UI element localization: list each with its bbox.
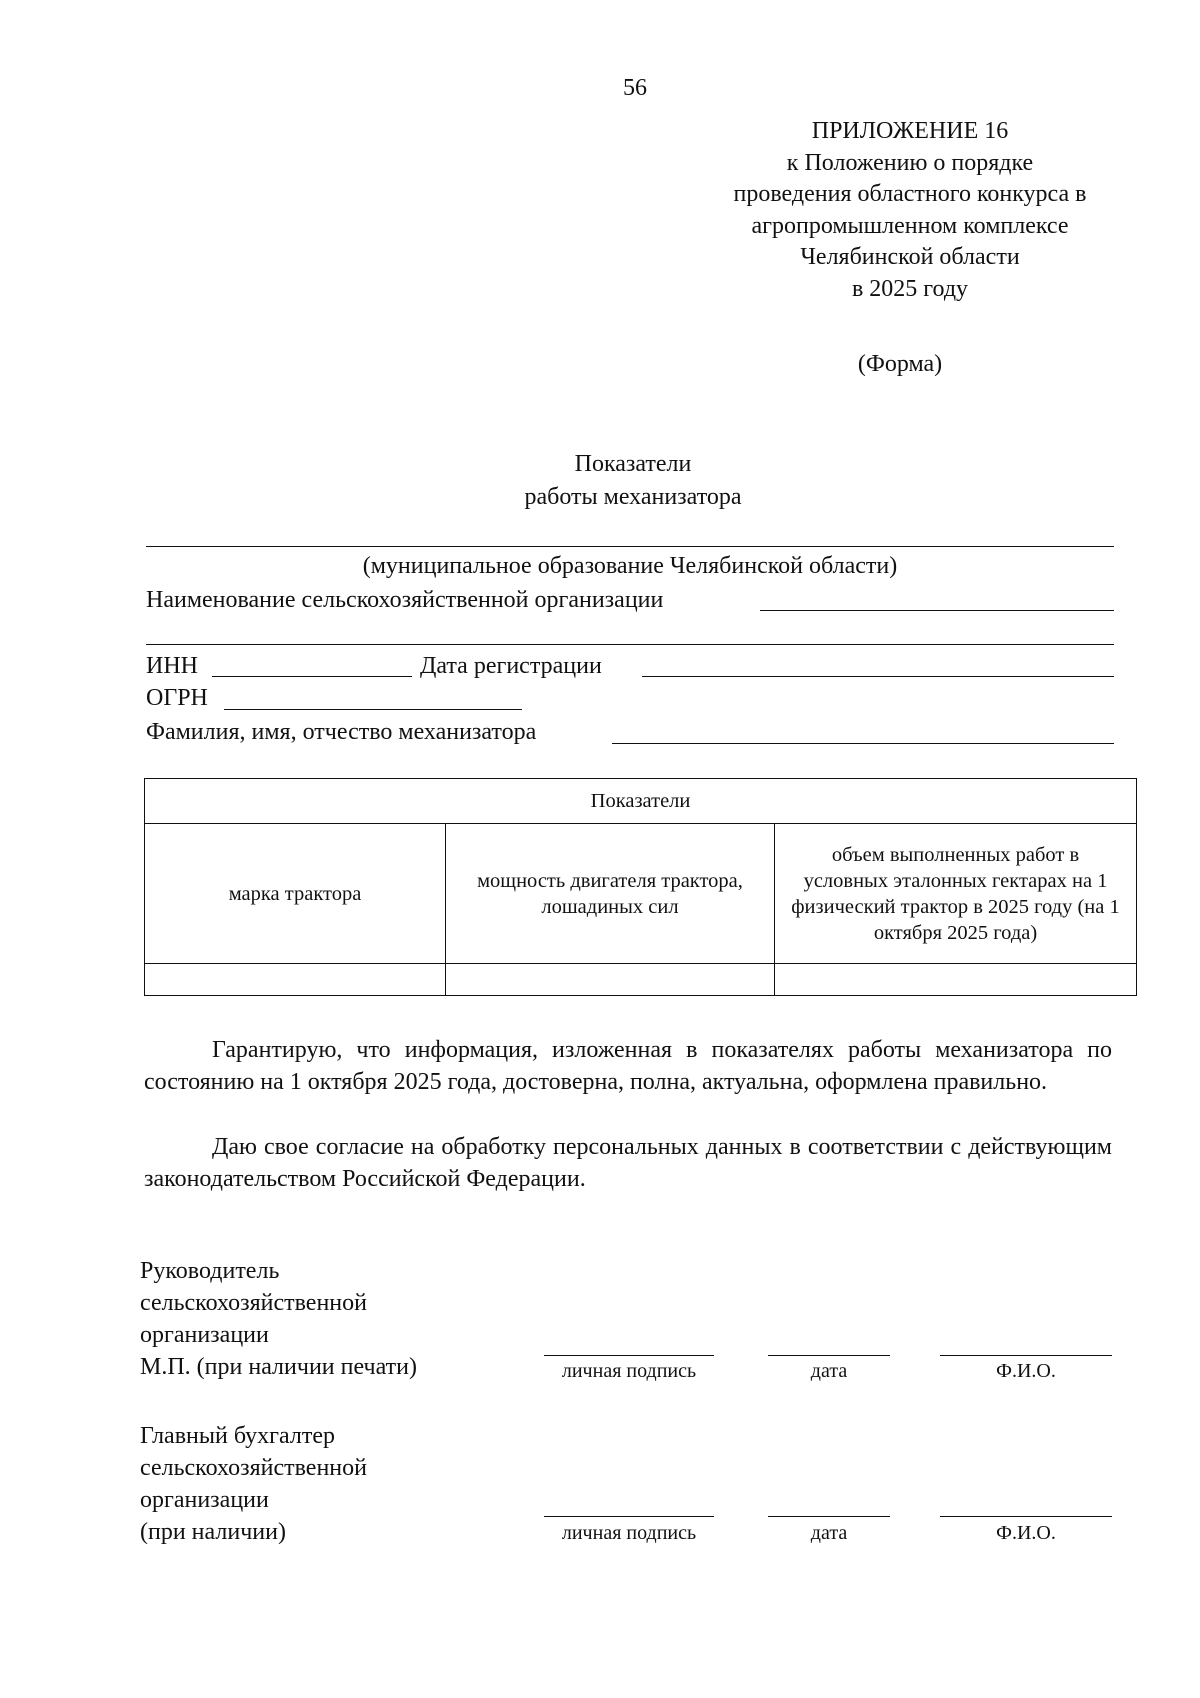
org-name-blank-line-2[interactable]: [146, 644, 1114, 645]
document-subtitle: работы механизатора: [524, 484, 742, 510]
operator-fio-label: Фамилия, имя, отчество механизатора: [146, 719, 537, 745]
table-cell-input[interactable]: [446, 964, 775, 996]
guarantee-paragraph: [144, 1034, 1112, 1098]
fio-caption: Ф.И.О.: [996, 1522, 1056, 1544]
appendix-line: Челябинской области: [800, 244, 1020, 270]
page-number: 56: [623, 75, 647, 101]
signatory-role-line: организации: [140, 1322, 269, 1348]
signature-block-head: [140, 1255, 417, 1383]
document-title: Показатели: [574, 451, 692, 477]
signatory-role-line: сельскохозяйственной: [140, 1455, 367, 1481]
registration-date-label: Дата регистрации: [420, 653, 602, 679]
signature-block-accountant: [140, 1420, 367, 1548]
operator-fio-blank-line[interactable]: [612, 743, 1114, 744]
signature-line[interactable]: [544, 1516, 714, 1517]
table-row: [145, 964, 1137, 996]
date-caption: дата: [810, 1522, 848, 1544]
org-name-label: Наименование сельскохозяйственной организации: [146, 587, 664, 613]
municipality-blank-line[interactable]: [146, 546, 1114, 547]
fio-caption: Ф.И.О.: [996, 1360, 1056, 1382]
table-cell-input[interactable]: [775, 964, 1137, 996]
signatory-role-line: (при наличии): [140, 1519, 286, 1545]
ogrn-blank-line[interactable]: [224, 709, 522, 710]
signatory-role-line: Главный бухгалтер: [140, 1423, 335, 1449]
date-line[interactable]: [768, 1516, 890, 1517]
registration-date-blank-line[interactable]: [642, 676, 1114, 677]
table-header-row: [145, 779, 1137, 824]
fio-line[interactable]: [940, 1516, 1112, 1517]
inn-label: ИНН: [146, 653, 198, 679]
appendix-line: проведения областного конкурса в: [733, 181, 1087, 207]
date-line[interactable]: [768, 1355, 890, 1356]
signature-caption: личная подпись: [561, 1522, 697, 1544]
signatory-role-line: организации: [140, 1487, 269, 1513]
signature-line[interactable]: [544, 1355, 714, 1356]
municipality-caption: (муниципальное образование Челябинской области): [362, 553, 898, 579]
consent-text: Даю свое согласие на обработку персональных данных в соответствии с действующим законодательством Российской Федерации.: [144, 1134, 1112, 1192]
indicators-table: [144, 778, 1137, 996]
guarantee-text: Гарантирую, что информация, изложенная в показателях работы механизатора по состоянию на 1 октября 2025 года, достоверна, полна, актуальна, оформлена правильно.: [144, 1037, 1112, 1095]
signatory-role-line: Руководитель: [140, 1258, 280, 1284]
column-header-engine-power: мощность двигателя трактора, лошадиных сил: [446, 824, 775, 964]
inn-blank-line[interactable]: [212, 676, 412, 677]
column-header-work-volume: объем выполненных работ в условных эталонных гектарах на 1 физический трактор в 2025 году (на 1 октября 2025 года): [775, 824, 1137, 964]
table-header-cell: Показатели: [145, 779, 1137, 824]
org-name-blank-line[interactable]: [760, 610, 1114, 611]
column-header-tractor-brand: марка трактора: [145, 824, 446, 964]
table-column-headers: [145, 824, 1137, 964]
form-label: (Форма): [857, 351, 943, 377]
consent-paragraph: [144, 1131, 1112, 1195]
ogrn-label: ОГРН: [146, 685, 208, 711]
appendix-header: [690, 116, 1130, 305]
stamp-note: М.П. (при наличии печати): [140, 1354, 417, 1380]
table-cell-input[interactable]: [145, 964, 446, 996]
signatory-role-line: сельскохозяйственной: [140, 1290, 367, 1316]
signature-caption: личная подпись: [561, 1360, 697, 1382]
appendix-line: к Положению о порядке: [786, 149, 1034, 176]
fio-line[interactable]: [940, 1355, 1112, 1356]
appendix-line: агропромышленном комплексе: [751, 212, 1069, 239]
date-caption: дата: [810, 1360, 848, 1382]
appendix-line: в 2025 году: [851, 275, 969, 302]
appendix-title: ПРИЛОЖЕНИЕ 16: [811, 118, 1009, 144]
